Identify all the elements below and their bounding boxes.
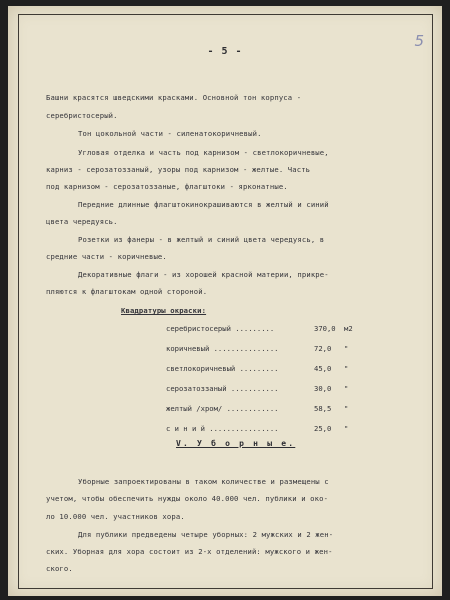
paint-area: 30,0	[314, 384, 332, 393]
text-line: Для публики предведены четыре уборных: 2 мужских и 2 жен-	[78, 530, 334, 539]
text-line: ло 10.000 чел. участников хора.	[46, 512, 185, 521]
paint-quantity-table	[166, 324, 366, 444]
table-row	[166, 384, 366, 404]
paint-color: с и н и й ................	[166, 424, 279, 433]
text-line: под карнизом - серозатоззаные, флагштоки - ярконатные.	[46, 182, 288, 191]
paint-unit: "	[344, 364, 349, 373]
table-row	[166, 404, 366, 424]
text-line: ского.	[46, 564, 73, 573]
paint-color: желтый /хром/ ............	[166, 404, 279, 413]
page-number: - 5 -	[207, 46, 243, 57]
paint-unit: м2	[344, 324, 353, 333]
table-row	[166, 324, 366, 344]
table-row	[166, 344, 366, 364]
paint-color: коричневый ...............	[166, 344, 279, 353]
paint-color: светлокоричневый .........	[166, 364, 279, 373]
paint-unit: "	[344, 404, 349, 413]
text-line: учетом, чтобы обеспечить нужды около 40.000 чел. публики и око-	[46, 494, 329, 503]
text-line: Тон цокольной части - силенатокоричневый.	[78, 129, 262, 138]
text-line: Башни красятся шведскими красками. Основной тон корпуса -	[46, 93, 302, 102]
paint-color: серебристосерый .........	[166, 324, 275, 333]
paint-color: серозатоззаный ...........	[166, 384, 279, 393]
document-page	[8, 6, 442, 596]
paint-area: 72,0	[314, 344, 332, 353]
paint-unit: "	[344, 344, 349, 353]
text-line: серебристосерый.	[46, 111, 118, 120]
text-line: Угловая отделка и часть под карнизом - светлокоричневые,	[78, 148, 329, 157]
paint-area: 58,5	[314, 404, 332, 413]
text-line: Передние длинные флагштокинокрашиваются в желтый и синий	[78, 200, 329, 209]
text-line: цвета чередуясь.	[46, 217, 118, 226]
table-row	[166, 364, 366, 384]
paint-unit: "	[344, 384, 349, 393]
paint-area: 25,0	[314, 424, 332, 433]
text-line: карниз - серозатоззаный, узоры под карнизом - желтые. Часть	[46, 165, 311, 174]
text-line: Декоративные флаги - из хорошей красной материи, прикре-	[78, 270, 329, 279]
text-line: Розетки из фанеры - в желтый и синий цвета чередуясь, в	[78, 235, 325, 244]
text-line: пляются к флагштокам одной стороной.	[46, 287, 208, 296]
paint-area: 45,0	[314, 364, 332, 373]
text-line: Уборные запроектированы в таком количестве и размещены с	[78, 477, 329, 486]
handwritten-page-number: 5	[414, 32, 424, 50]
section-heading: V. У б о р н ы е.	[176, 439, 296, 448]
text-line: ских. Уборная для хора состоит из 2-х отделений: мужского и жен-	[46, 547, 333, 556]
table-heading: Квадратуры окраски:	[121, 306, 207, 315]
text-line: средние части - коричневые.	[46, 252, 167, 261]
paint-area: 370,0	[314, 324, 336, 333]
paint-unit: "	[344, 424, 349, 433]
